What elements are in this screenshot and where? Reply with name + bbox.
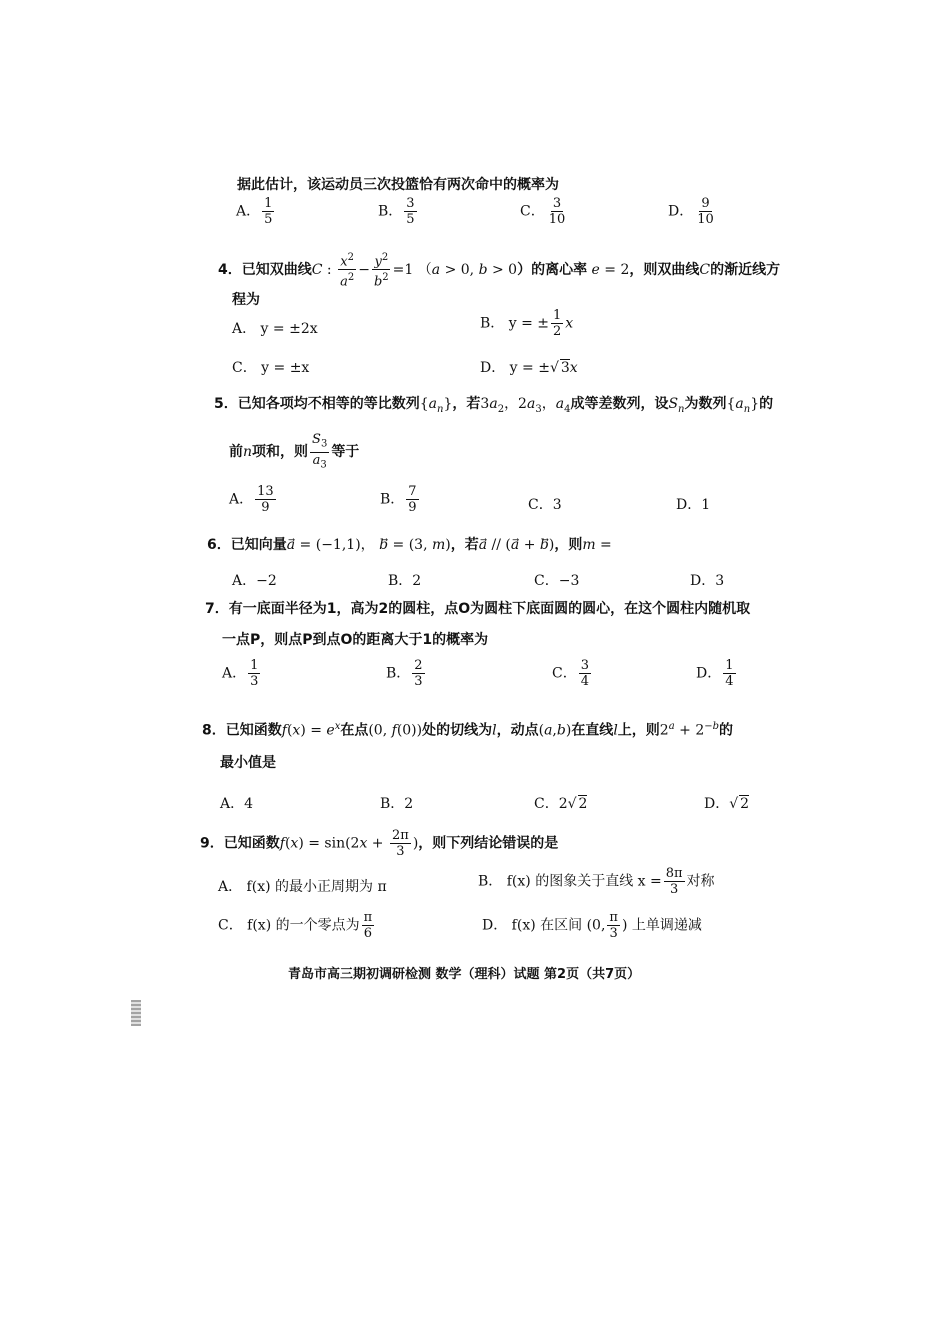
q9-option-a: A． f(x) 的最小正周期为 π [218,879,387,895]
q8-option-d: D．√ 2 [704,796,750,812]
scan-artifact [131,1000,141,1026]
q8-option-a: A．4 [220,796,254,812]
q8-stem: 8．已知函数$f(x) = e^x$在点(0, f(0))处的切线为l，动点(a,b)在直线l上，则$2^a + 2^{-b}$的 [202,721,734,739]
q9-option-b: B． f(x) 的图象关于直线 x = $\frac{8\pi}{3}$ 对称 [478,866,715,897]
q7-option-d: D． $\frac{1}{4}$ [696,658,734,689]
q6-option-b: B．2 [388,573,422,589]
q4-option-c: C． y = ±x [232,360,310,376]
q4-option-b: B． y = ± $\frac{1}{2}$ x [480,308,574,339]
q9-option-c: C． f(x) 的一个零点为 $\frac{\pi}{6}$ [218,910,373,941]
q7-stem: 7．有一底面半径为1，高为2的圆柱，点O为圆柱下底面圆的圆心，在这个圆柱内随机取 [205,601,751,617]
q8-line2: 最小值是 [220,755,276,771]
q5-option-a: A． $\frac{13}{9}$ [229,484,274,515]
q5-line2: 前n项和，则 $\frac{S_3}{a_3}$ 等于 [229,432,360,471]
q4-option-a: A． y = ±2x [232,321,318,337]
q7-option-b: B． $\frac{2}{3}$ [386,658,423,689]
q6-stem: 6．已知向量a⃗ = (−1,1)， b⃗ = (3, m)，若a⃗ // (a⃗ + b⃗)，则m = [207,537,612,553]
q3-option-a: A． $\frac{1}{5}$ [236,196,273,227]
q7-line2: 一点P，则点P到点O的距离大于1的概率为 [222,632,489,648]
q4-stem: 4．已知双曲线C : $\frac{x^2}{a^2}$ − $\frac{y^2}{b^2}$ =1 （a > 0, b > 0）的离心率 e = 2，则双曲线C的渐近线方 [218,252,781,290]
page-footer: 青岛市高三期初调研检测 数学（理科）试题 第2页（共7页） [288,967,641,982]
q4-option-d: D． y = ±√ 3x [480,360,578,376]
q9-stem: 9．已知函数f(x) = sin(2x + $\frac{2\pi}{3}$ )，则下列结论错误的是 [200,828,559,859]
q7-option-a: A． $\frac{1}{3}$ [222,658,259,689]
q6-option-a: A．−2 [232,573,277,589]
q4-line2: 程为 [232,292,260,308]
q5-option-b: B． $\frac{7}{9}$ [380,484,417,515]
q7-option-c: C． $\frac{3}{4}$ [552,658,589,689]
q3-option-c: C． $\frac{3}{10}$ [520,196,566,227]
q3-option-d: D． $\frac{9}{10}$ [668,196,714,227]
q9-option-d: D． f(x) 在区间 (0, $\frac{\pi}{3}$ ) 上单调递减 [482,910,702,941]
q5-option-c: C．3 [528,497,562,513]
q6-option-d: D．3 [690,573,725,589]
q3-stem: 据此估计，该运动员三次投篮恰有两次命中的概率为 [237,177,559,193]
q8-option-c: C．2√ 2 [534,796,588,812]
q6-option-c: C．−3 [534,573,580,589]
q5-stem: 5．已知各项均不相等的等比数列$\{a_n\}$，若$3a_2$，$2a_3$，$a_4$成等差数列，设$S_n$为数列$\{a_n\}$的 [214,396,774,415]
q3-option-b: B． $\frac{3}{5}$ [378,196,415,227]
q8-option-b: B．2 [380,796,414,812]
q5-option-d: D．1 [676,497,711,513]
